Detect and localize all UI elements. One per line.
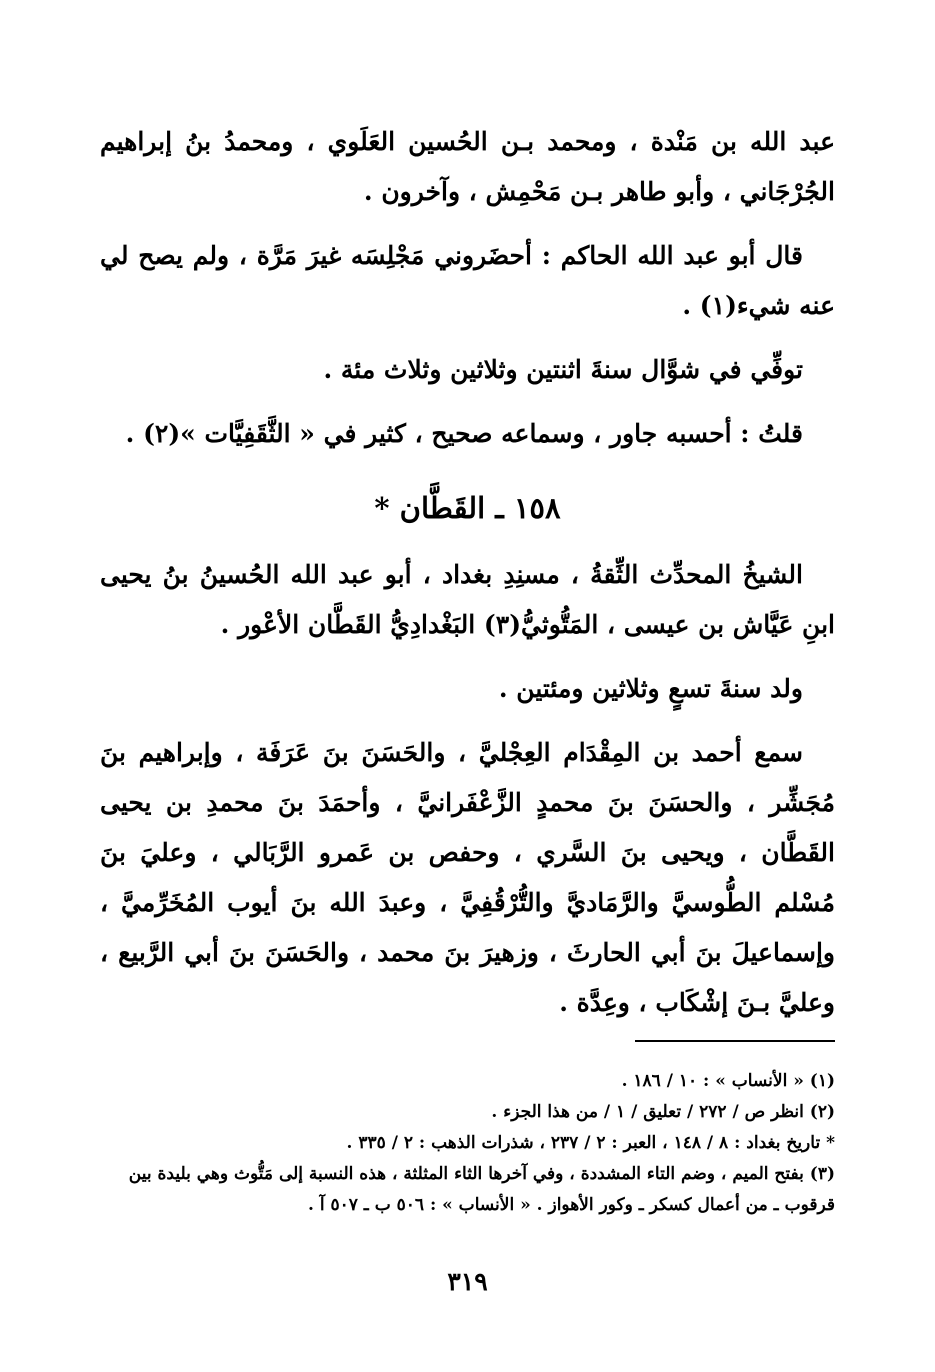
paragraph: قلتُ : أحسبه جاور ، وسماعه صحيح ، كثير في « الثَّقَفِيَّات »(٢) .	[125, 419, 803, 448]
paragraph: سمع أحمد بن المِقْدَام العِجْليَّ ، والحَسَنَ بنَ عَرَفَة ، وإبراهيم بنَ مُجَشِّر ، والحسَنَ بنَ محمدٍ الزَّعْفَرانيَّ ، وأحمَدَ بنَ محمدِ بن يحيى القَطَّان ، ويحيى بنَ السَّري ، وحفص بن عَمرو الرَّبَالي ، وعليَ بنَ مُسْلم الطُّوسيَّ والرَّمَاديَّ والتُّرْقُفِيَّ ، وعبدَ الله بنَ أيوب المُخَرِّميَّ ، وإسماعيلَ بنَ أبي الحارثَ ، وزهيرَ بنَ محمد ، والحَسَنَ بنَ أبي الرَّبيع ، وعليَّ بـنَ إشْكَاب ، وعِدَّة .	[100, 738, 835, 1017]
footnote: (٣) بفتح الميم ، وضم التاء المشددة ، وفي آخرها الثاء المثلثة ، هذه النسبة إلى مَتُّوث وهي بليدة بين قرقوب ـ من أعمال كسكر ـ وكور الأهواز . « الأنساب » : ٥٠٦ ب ـ ٥٠٧ آ .	[128, 1164, 835, 1215]
entry-heading: ١٥٨ ـ القَطَّان *	[374, 491, 561, 525]
paragraph: عبد الله بن مَنْدة ، ومحمد بـن الحُسين العَلَوي ، ومحمدُ بنُ إبراهيم الجُرْجَاني ، وأبو طاهر بـن مَحْمِش ، وآخرون .	[100, 127, 835, 206]
footnote: (١) « الأنساب » : ١٠ / ١٨٦ .	[621, 1071, 835, 1091]
paragraph: قال أبو عبد الله الحاكم : أحضَروني مَجْلِسَه غيرَ مَرَّة ، ولم يصح لي عنه شيء(١) .	[100, 241, 835, 320]
main-text-bottom	[100, 550, 835, 1028]
page-number: ٣١٩	[447, 1267, 488, 1296]
footnotes	[100, 1066, 835, 1221]
footnote: * تاريخ بغداد : ٨ / ١٤٨ ، العبر : ٢ / ٢٣٧ ، شذرات الذهب : ٢ / ٣٣٥ .	[346, 1133, 835, 1153]
paragraph: ولد سنةَ تسعٍ وثلاثين ومئتين .	[498, 674, 803, 703]
paragraph: الشيخُ المحدِّث الثِّقةُ ، مسنِدِ بغداد ، أبو عبد الله الحُسينُ بنُ يحيى ابنِ عَيَّاش بن عيسى ، المَتُّوثيُّ(٣) البَغْدادِيُّ القَطَّان الأعْور .	[100, 560, 835, 639]
footnote: (٢) انظر ص / ٢٧٢ / تعليق / ١ / من هذا الجزء .	[491, 1102, 835, 1122]
main-text-top	[100, 117, 835, 459]
footnote-divider	[635, 1040, 835, 1042]
paragraph: توفِّي في شوَّال سنةَ اثنتين وثلاثين وثلاث مئة .	[323, 355, 803, 384]
